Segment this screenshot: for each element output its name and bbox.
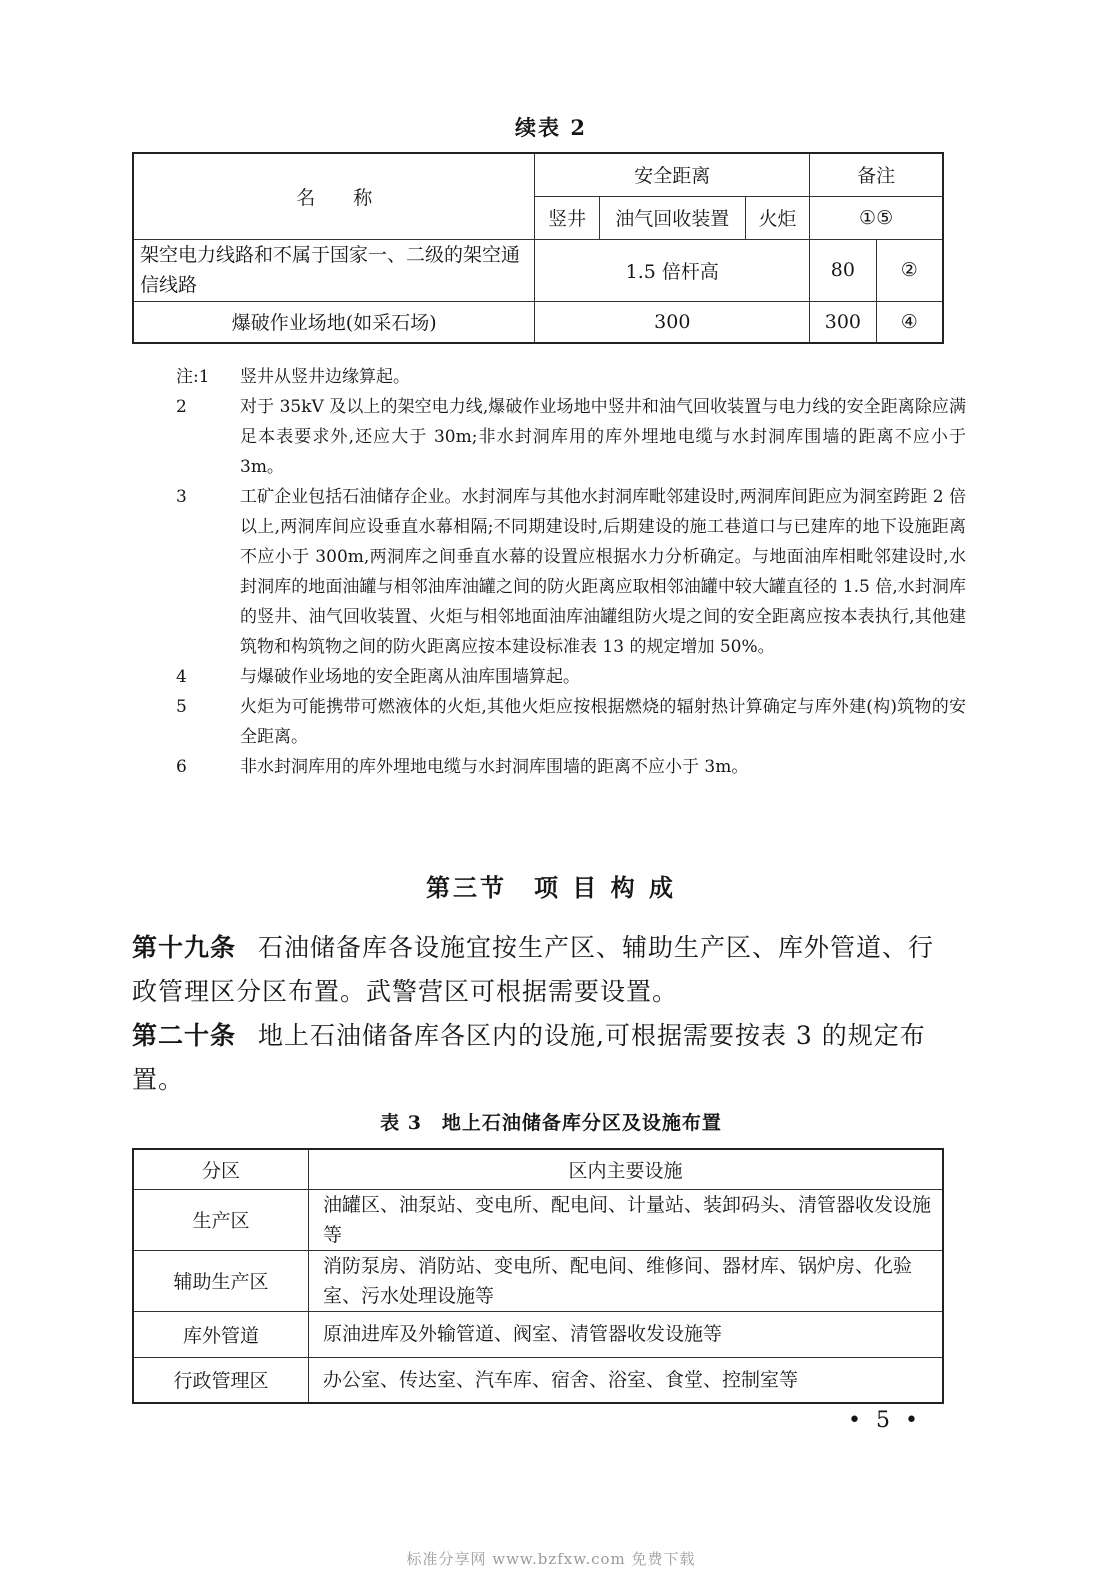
watermark-footer: 标准分享网 www.bzfxw.com 免费下载 xyxy=(406,1550,696,1568)
table-row xyxy=(133,1250,943,1311)
note-item xyxy=(176,692,966,752)
header-zone: 分区 xyxy=(133,1149,309,1189)
note-text: 对于 35kV 及以上的架空电力线,爆破作业场地中竖井和油气回收装置与电力线的安全距离除应满足本表要求外,还应大于 30m;非水封洞库用的库外埋地电缆与水封洞库围墙的距离不应小于 3m。 xyxy=(240,397,966,477)
table-row xyxy=(133,301,943,343)
note-text: 非水封洞库用的库外埋地电缆与水封洞库围墙的距离不应小于 3m。 xyxy=(240,757,749,777)
header-recovery: 油气回收装置 xyxy=(599,196,745,239)
note-number: 注:1 xyxy=(176,367,210,387)
note-item xyxy=(176,662,966,692)
row-note: ② xyxy=(876,239,943,301)
article-19 xyxy=(132,926,952,1014)
row-note: ④ xyxy=(876,301,943,343)
note-text: 竖井从竖井边缘算起。 xyxy=(240,367,410,387)
note-number: 6 xyxy=(176,757,187,777)
header-remark: 备注 xyxy=(810,153,943,196)
table2 xyxy=(132,152,944,344)
note-item xyxy=(176,482,966,662)
zone-cell: 生产区 xyxy=(133,1189,309,1250)
row-distance: 300 xyxy=(535,301,810,343)
header-remark-refs: ①⑤ xyxy=(810,196,943,239)
row-torch: 300 xyxy=(810,301,876,343)
note-number: 5 xyxy=(176,697,187,717)
table-row xyxy=(133,1311,943,1357)
facilities-cell: 办公室、传达室、汽车库、宿舍、浴室、食堂、控制室等 xyxy=(309,1357,944,1403)
article-head: 第十九条 xyxy=(132,933,237,962)
header-safe-distance: 安全距离 xyxy=(535,153,810,196)
note-item xyxy=(176,752,966,782)
header-name: 名 称 xyxy=(133,153,535,239)
table2-title: 续表 2 xyxy=(515,115,587,140)
article-text: 地上石油储备库各区内的设施,可根据需要按表 3 的规定布置。 xyxy=(132,1021,926,1094)
header-shaft: 竖井 xyxy=(535,196,599,239)
table-row xyxy=(133,1189,943,1250)
note-text: 火炬为可能携带可燃液体的火炬,其他火炬应按根据燃烧的辐射热计算确定与库外建(构)筑物的安全距离。 xyxy=(240,697,966,747)
article-text: 石油储备库各设施宜按生产区、辅助生产区、库外管道、行政管理区分区布置。武警营区可根据需要设置。 xyxy=(132,933,935,1006)
note-text: 与爆破作业场地的安全距离从油库围墙算起。 xyxy=(240,667,580,687)
note-item xyxy=(176,392,966,482)
article-20 xyxy=(132,1014,952,1102)
note-number: 2 xyxy=(176,397,187,417)
row-distance: 1.5 倍杆高 xyxy=(535,239,810,301)
facilities-cell: 消防泵房、消防站、变电所、配电间、维修间、器材库、锅炉房、化验室、污水处理设施等 xyxy=(309,1250,944,1311)
table-row xyxy=(133,1357,943,1403)
table3-title: 表 3 地上石油储备库分区及设施布置 xyxy=(380,1112,722,1134)
note-item xyxy=(176,362,966,392)
row-name: 爆破作业场地(如采石场) xyxy=(133,301,535,343)
table-row xyxy=(133,239,943,301)
zone-cell: 行政管理区 xyxy=(133,1357,309,1403)
page-number: • 5 • xyxy=(848,1408,922,1433)
facilities-cell: 油罐区、油泵站、变电所、配电间、计量站、装卸码头、清管器收发设施等 xyxy=(309,1189,944,1250)
note-text: 工矿企业包括石油储存企业。水封洞库与其他水封洞库毗邻建设时,两洞库间距应为洞室跨距 2 倍以上,两洞库间应设垂直水幕相隔;不同期建设时,后期建设的施工巷道口与已建库的地下设施距离不应小于 300m,两洞库之间垂直水幕的设置应根据水力分析确定。与地面油库相毗邻建设时,水封洞库的地面油罐与相邻油库油罐之间的防火距离应取相邻油罐中较大罐直径的 1.5 倍,水封洞库的竖井、油气回收装置、火炬与相邻地面油库油罐组防火堤之间的安全距离应按本表执行,其他建筑物和构筑物之间的防火距离应按本建设标准表 13 的规定增加 50%。 xyxy=(240,487,966,657)
note-number: 4 xyxy=(176,667,187,687)
row-name: 架空电力线路和不属于国家一、二级的架空通信线路 xyxy=(133,239,535,301)
note-number: 3 xyxy=(176,487,187,507)
table-notes xyxy=(176,362,966,782)
section-title: 第三节 项 目 构 成 xyxy=(425,873,677,902)
row-torch: 80 xyxy=(810,239,876,301)
facilities-cell: 原油进库及外输管道、阀室、清管器收发设施等 xyxy=(309,1311,944,1357)
zone-cell: 库外管道 xyxy=(133,1311,309,1357)
table3 xyxy=(132,1148,944,1404)
zone-cell: 辅助生产区 xyxy=(133,1250,309,1311)
article-head: 第二十条 xyxy=(132,1021,237,1050)
header-facilities: 区内主要设施 xyxy=(309,1149,944,1189)
header-torch: 火炬 xyxy=(745,196,809,239)
